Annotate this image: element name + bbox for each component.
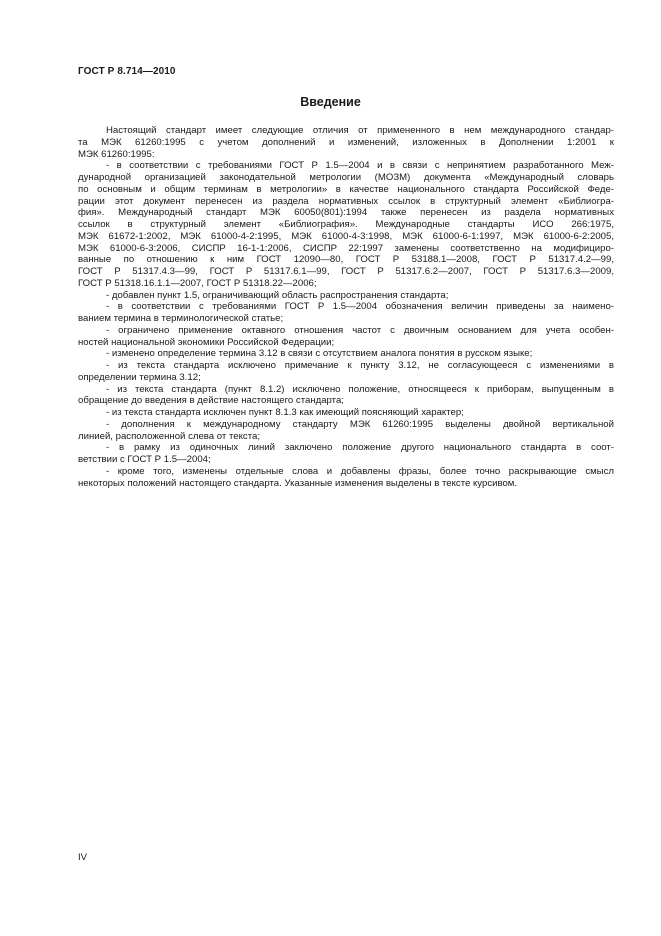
- text-line: - добавлен пункт 1.5, ограничивающий область распространения стандарта;: [106, 289, 449, 301]
- text-line: ванием термина в терминологической статье;: [78, 313, 284, 324]
- text-line: линией, расположенной слева от текста;: [78, 430, 260, 442]
- paragraph: [78, 419, 614, 443]
- text-line: некоторых положений настоящего стандарта. Указанные изменения выделены в тексте курсивом.: [78, 477, 518, 489]
- text-line: ГОСТ Р 51317.4.3—99, ГОСТ Р 51317.6.1—99, ГОСТ Р 51317.6.2—2007, ГОСТ Р 51317.6.3—2009,: [78, 266, 614, 277]
- section-title: Введение: [300, 95, 361, 109]
- text-line: та МЭК 61260:1995 с учетом дополнений и изменений, изложенных в Дополнении 1:2001 к: [78, 136, 614, 148]
- text-line: ГОСТ Р 51318.16.1.1—2007, ГОСТ Р 51318.22—2006;: [78, 277, 317, 289]
- text-line: - в рамку из одиночных линий заключено положение другого национального стандарта в соот-: [106, 442, 614, 454]
- text-line: обращение до введения в действие настоящего стандарта;: [78, 395, 344, 407]
- paragraph: [78, 290, 614, 302]
- text-line: МЭК 61000-6-3:2006, СИСПР 16-1-1:2006, СИСПР 22:1997 заменены соответственно на модифициро-: [78, 242, 614, 254]
- text-line: - кроме того, изменены отдельные слова и добавлены фразы, более точно раскрывающие смысл: [106, 465, 614, 477]
- text-line: Настоящий стандарт имеет следующие отличия от примененного в нем международного стандар-: [106, 125, 614, 136]
- text-line: рации этот документ перенесен из раздела нормативных ссылок в структурный элемент «Библиогра-: [78, 195, 614, 207]
- page-number: IV: [78, 852, 88, 863]
- text-line: ванные по отношению к ним ГОСТ 12090—80, ГОСТ Р 53188.1—2008, ГОСТ Р 51317.4.2—99,: [78, 254, 614, 266]
- paragraph: [78, 325, 614, 349]
- text-line: ветствии с ГОСТ Р 1.5—2004;: [78, 454, 211, 465]
- text-line: - из текста стандарта (пункт 8.1.2) исключено положение, относящееся к приборам, выпущенным в: [106, 383, 614, 395]
- text-line: - изменено определение термина 3.12 в связи с отсутствием аналога понятия в русском языке;: [106, 348, 533, 360]
- text-line: - в соответствии с требованиями ГОСТ Р 1.5—2004 и в связи с непринятием разработанного Меж-: [106, 160, 614, 172]
- text-line: - дополнения к международному стандарту МЭК 61260:1995 выделены двойной вертикальной: [106, 418, 614, 430]
- text-line: - ограничено применение октавного отношения частот с двоичным основанием для учета особен-: [106, 324, 614, 336]
- paragraph: [78, 301, 614, 325]
- paragraph: [78, 442, 614, 466]
- paragraph: [78, 360, 614, 384]
- document-code-header: ГОСТ Р 8.714—2010: [78, 66, 176, 77]
- paragraph: [78, 160, 614, 289]
- paragraph: [78, 384, 614, 408]
- text-line: ссылок в структурный элемент «Библиография». Международные стандарты ИСО 266:1975,: [78, 219, 614, 230]
- text-line: МЭК 61672-1:2002, МЭК 61000-4-2:1995, МЭК 61000-4-3:1998, МЭК 61000-6-1:1997, МЭК 61000-6-2:2005,: [78, 230, 614, 242]
- paragraph: [78, 125, 614, 160]
- text-line: МЭК 61260:1995:: [78, 148, 155, 160]
- text-line: дународной организацией законодательной метрологии (МОЗМ) документа «Международный словарь: [78, 172, 614, 183]
- text-line: ностей национальной экономики Российской Федерации;: [78, 336, 335, 348]
- text-line: определении термина 3.12;: [78, 371, 201, 383]
- text-line: - из текста стандарта исключено примечание к пункту 3.12, не согласующееся с изменениями в: [106, 360, 614, 371]
- text-line: - в соответствии с требованиями ГОСТ Р 1.5—2004 обозначения величин приведены за наимено-: [106, 301, 614, 313]
- text-line: - из текста стандарта исключен пункт 8.1.3 как имеющий поясняющий характер;: [106, 407, 464, 418]
- paragraph: [78, 348, 614, 360]
- text-line: фия». Международный стандарт МЭК 60050(801):1994 также перенесен из раздела нормативных: [78, 207, 614, 219]
- introduction-body: [78, 125, 614, 489]
- paragraph: [78, 466, 614, 490]
- paragraph: [78, 407, 614, 419]
- text-line: по основным и общим терминам в метрологии» в качестве национального стандарта Российской Феде-: [78, 183, 614, 195]
